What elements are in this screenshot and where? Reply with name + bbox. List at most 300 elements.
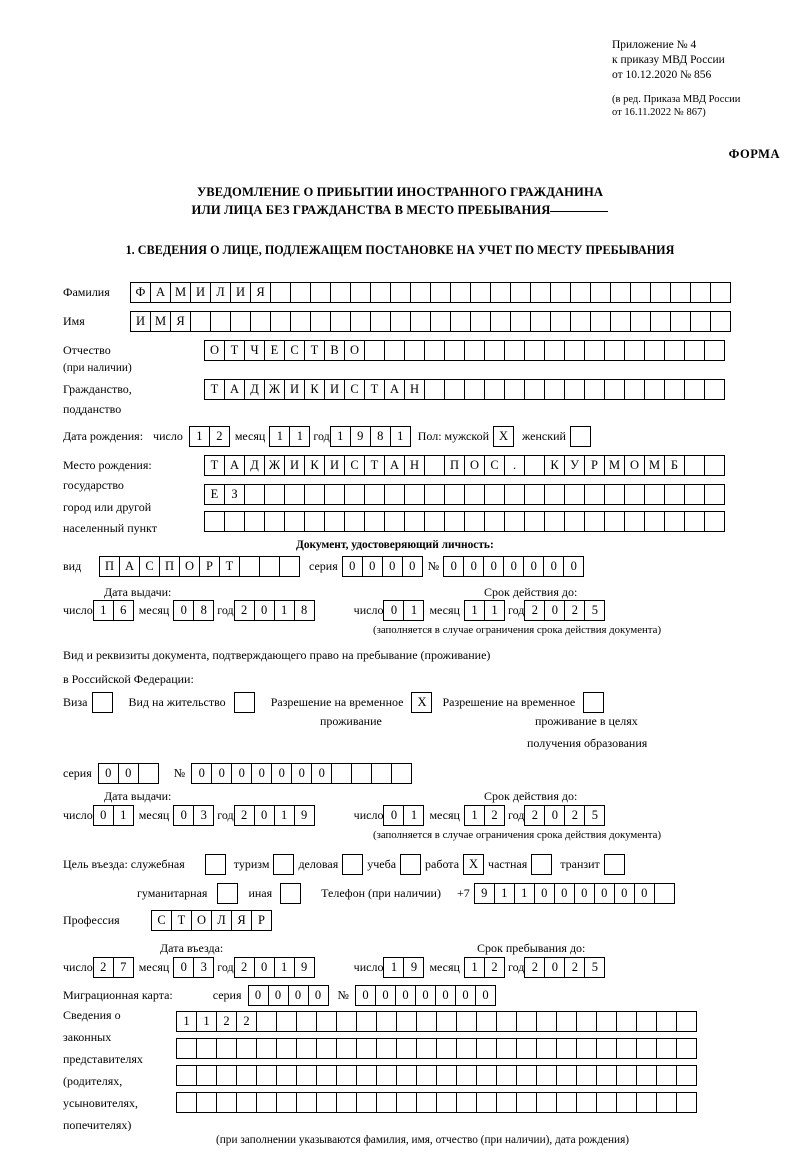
form-cell[interactable] [396, 1011, 417, 1032]
form-cell[interactable]: 1 [330, 426, 351, 447]
doc-kind-input[interactable] [99, 556, 299, 577]
birthplace-input-line3[interactable] [204, 511, 724, 532]
entry-year-input[interactable] [234, 957, 314, 978]
form-cell[interactable] [424, 455, 445, 476]
form-cell[interactable] [296, 1038, 317, 1059]
form-cell[interactable] [704, 484, 725, 505]
form-cell[interactable]: 1 [464, 805, 485, 826]
form-cell[interactable]: Ф [130, 282, 151, 303]
form-cell[interactable] [464, 379, 485, 400]
form-cell[interactable] [624, 340, 645, 361]
doc-valid-year-input[interactable] [524, 600, 604, 621]
form-cell[interactable] [396, 1038, 417, 1059]
form-cell[interactable]: Н [404, 379, 425, 400]
form-cell[interactable]: Я [231, 910, 252, 931]
form-cell[interactable]: 0 [254, 805, 275, 826]
form-cell[interactable]: 2 [564, 600, 585, 621]
form-cell[interactable] [290, 311, 311, 332]
form-cell[interactable]: 3 [193, 805, 214, 826]
form-cell[interactable] [284, 484, 305, 505]
form-cell[interactable]: Т [224, 340, 245, 361]
form-cell[interactable] [664, 484, 685, 505]
entry-day-input[interactable] [93, 957, 133, 978]
form-cell[interactable]: 9 [294, 957, 315, 978]
form-cell[interactable]: Е [264, 340, 285, 361]
form-cell[interactable]: 1 [403, 805, 424, 826]
form-cell[interactable] [510, 282, 531, 303]
form-cell[interactable] [596, 1092, 617, 1113]
form-cell[interactable] [276, 1065, 297, 1086]
stay-issue-year-input[interactable] [234, 805, 314, 826]
form-cell[interactable] [684, 511, 705, 532]
form-cell[interactable] [630, 311, 651, 332]
form-cell[interactable] [504, 484, 525, 505]
form-cell[interactable] [310, 282, 331, 303]
form-cell[interactable] [476, 1092, 497, 1113]
form-cell[interactable] [384, 484, 405, 505]
form-cell[interactable]: 0 [544, 805, 565, 826]
form-cell[interactable] [476, 1011, 497, 1032]
form-cell[interactable] [456, 1065, 477, 1086]
form-cell[interactable] [616, 1011, 637, 1032]
form-cell[interactable] [256, 1092, 277, 1113]
form-cell[interactable]: 9 [403, 957, 424, 978]
form-cell[interactable] [351, 763, 372, 784]
stay-number-input[interactable] [191, 763, 411, 784]
form-cell[interactable] [504, 379, 525, 400]
purpose-other-checkbox[interactable] [280, 883, 301, 904]
form-cell[interactable]: Р [199, 556, 220, 577]
doc-issue-day-input[interactable] [93, 600, 133, 621]
purpose-study-checkbox[interactable] [400, 854, 421, 875]
form-cell[interactable] [504, 340, 525, 361]
doc-issue-month-input[interactable] [173, 600, 213, 621]
form-cell[interactable]: 0 [173, 600, 194, 621]
form-cell[interactable] [356, 1038, 377, 1059]
visa-checkbox[interactable] [92, 692, 113, 713]
form-cell[interactable] [530, 311, 551, 332]
form-cell[interactable]: 0 [93, 805, 114, 826]
stay-until-year-input[interactable] [524, 957, 604, 978]
form-cell[interactable] [404, 511, 425, 532]
form-cell[interactable] [496, 1011, 517, 1032]
form-cell[interactable]: 0 [503, 556, 524, 577]
legal-rep-input-line4[interactable] [176, 1092, 696, 1113]
form-cell[interactable] [664, 379, 685, 400]
form-cell[interactable] [436, 1065, 457, 1086]
form-cell[interactable]: А [384, 455, 405, 476]
form-cell[interactable] [654, 883, 675, 904]
form-cell[interactable] [596, 1011, 617, 1032]
form-cell[interactable]: 0 [248, 985, 269, 1006]
form-cell[interactable]: К [544, 455, 565, 476]
stay-until-month-input[interactable] [464, 957, 504, 978]
entry-month-input[interactable] [173, 957, 213, 978]
form-cell[interactable] [516, 1065, 537, 1086]
form-cell[interactable] [536, 1038, 557, 1059]
form-cell[interactable] [296, 1065, 317, 1086]
form-cell[interactable] [304, 484, 325, 505]
stay-issue-day-input[interactable] [93, 805, 133, 826]
form-cell[interactable] [636, 1011, 657, 1032]
form-cell[interactable] [544, 379, 565, 400]
form-cell[interactable] [524, 455, 545, 476]
form-cell[interactable] [710, 282, 731, 303]
phone-input[interactable] [474, 883, 674, 904]
purpose-transit-checkbox[interactable] [604, 854, 625, 875]
form-cell[interactable] [456, 1092, 477, 1113]
form-cell[interactable] [464, 511, 485, 532]
form-cell[interactable]: 1 [289, 426, 310, 447]
form-cell[interactable]: Д [244, 379, 265, 400]
form-cell[interactable]: А [150, 282, 171, 303]
migration-number-input[interactable] [355, 985, 495, 1006]
form-cell[interactable]: 1 [484, 600, 505, 621]
form-cell[interactable] [391, 763, 412, 784]
citizenship-input[interactable] [204, 379, 724, 400]
form-cell[interactable] [196, 1092, 217, 1113]
form-cell[interactable] [196, 1065, 217, 1086]
form-cell[interactable] [464, 340, 485, 361]
form-cell[interactable] [624, 379, 645, 400]
form-cell[interactable] [264, 484, 285, 505]
form-cell[interactable] [436, 1038, 457, 1059]
form-cell[interactable] [464, 484, 485, 505]
purpose-tourism-checkbox[interactable] [273, 854, 294, 875]
form-cell[interactable]: 9 [350, 426, 371, 447]
form-cell[interactable] [644, 484, 665, 505]
form-cell[interactable]: И [284, 379, 305, 400]
form-cell[interactable] [650, 282, 671, 303]
form-cell[interactable] [550, 311, 571, 332]
form-cell[interactable]: 0 [594, 883, 615, 904]
form-cell[interactable] [704, 455, 725, 476]
doc-issue-year-input[interactable] [234, 600, 314, 621]
form-cell[interactable]: . [504, 455, 525, 476]
form-cell[interactable] [496, 1038, 517, 1059]
form-cell[interactable] [324, 484, 345, 505]
form-cell[interactable] [316, 1038, 337, 1059]
form-cell[interactable]: И [324, 455, 345, 476]
form-cell[interactable]: Т [219, 556, 240, 577]
form-cell[interactable] [656, 1038, 677, 1059]
form-cell[interactable] [244, 511, 265, 532]
form-cell[interactable]: 0 [554, 883, 575, 904]
form-cell[interactable] [470, 282, 491, 303]
form-cell[interactable]: 1 [189, 426, 210, 447]
form-cell[interactable] [416, 1092, 437, 1113]
form-cell[interactable] [404, 340, 425, 361]
form-cell[interactable] [570, 311, 591, 332]
form-cell[interactable]: 0 [362, 556, 383, 577]
form-cell[interactable]: Ч [244, 340, 265, 361]
form-cell[interactable] [584, 379, 605, 400]
form-cell[interactable] [416, 1038, 437, 1059]
edu-residence-checkbox[interactable] [583, 692, 604, 713]
form-cell[interactable]: 0 [534, 883, 555, 904]
temp-residence-checkbox[interactable]: X [411, 692, 432, 713]
form-cell[interactable]: 1 [274, 957, 295, 978]
form-cell[interactable]: 0 [383, 805, 404, 826]
purpose-private-checkbox[interactable] [531, 854, 552, 875]
form-cell[interactable] [424, 511, 445, 532]
form-cell[interactable]: 3 [193, 957, 214, 978]
form-cell[interactable] [564, 484, 585, 505]
form-cell[interactable] [596, 1038, 617, 1059]
purpose-work-checkbox[interactable]: X [463, 854, 484, 875]
form-cell[interactable]: 1 [403, 600, 424, 621]
form-cell[interactable] [376, 1011, 397, 1032]
form-cell[interactable]: 8 [193, 600, 214, 621]
form-cell[interactable] [484, 379, 505, 400]
form-cell[interactable] [690, 311, 711, 332]
form-cell[interactable] [290, 282, 311, 303]
form-cell[interactable]: 1 [383, 957, 404, 978]
form-cell[interactable]: С [151, 910, 172, 931]
form-cell[interactable]: С [284, 340, 305, 361]
form-cell[interactable]: Т [364, 455, 385, 476]
form-cell[interactable] [424, 379, 445, 400]
form-cell[interactable]: 2 [484, 957, 505, 978]
form-cell[interactable] [484, 511, 505, 532]
form-cell[interactable]: 5 [584, 600, 605, 621]
form-cell[interactable] [276, 1038, 297, 1059]
form-cell[interactable] [424, 484, 445, 505]
form-cell[interactable]: 1 [464, 957, 485, 978]
form-cell[interactable] [370, 311, 391, 332]
form-cell[interactable] [544, 484, 565, 505]
form-cell[interactable]: О [344, 340, 365, 361]
form-cell[interactable] [450, 311, 471, 332]
form-cell[interactable] [544, 511, 565, 532]
form-cell[interactable]: 1 [176, 1011, 197, 1032]
form-cell[interactable] [376, 1065, 397, 1086]
form-cell[interactable]: 2 [524, 957, 545, 978]
form-cell[interactable] [350, 311, 371, 332]
form-cell[interactable] [316, 1092, 337, 1113]
form-cell[interactable]: 0 [435, 985, 456, 1006]
form-cell[interactable] [236, 1092, 257, 1113]
form-cell[interactable]: 2 [484, 805, 505, 826]
form-cell[interactable] [676, 1065, 697, 1086]
profession-input[interactable] [151, 910, 271, 931]
form-cell[interactable]: 0 [402, 556, 423, 577]
form-cell[interactable] [636, 1092, 657, 1113]
stay-series-input[interactable] [98, 763, 158, 784]
form-cell[interactable] [256, 1065, 277, 1086]
form-cell[interactable]: 0 [455, 985, 476, 1006]
form-cell[interactable] [544, 340, 565, 361]
form-cell[interactable] [596, 1065, 617, 1086]
form-cell[interactable]: К [304, 455, 325, 476]
form-cell[interactable] [656, 1092, 677, 1113]
form-cell[interactable] [396, 1065, 417, 1086]
form-cell[interactable] [564, 379, 585, 400]
form-cell[interactable]: 0 [383, 600, 404, 621]
form-cell[interactable]: 9 [294, 805, 315, 826]
form-cell[interactable] [336, 1011, 357, 1032]
form-cell[interactable]: 2 [93, 957, 114, 978]
form-cell[interactable] [630, 282, 651, 303]
form-cell[interactable] [516, 1038, 537, 1059]
stay-valid-month-input[interactable] [464, 805, 504, 826]
form-cell[interactable] [524, 340, 545, 361]
form-cell[interactable] [550, 282, 571, 303]
form-cell[interactable]: И [230, 282, 251, 303]
form-cell[interactable] [684, 484, 705, 505]
form-cell[interactable] [356, 1011, 377, 1032]
form-cell[interactable] [624, 511, 645, 532]
form-cell[interactable]: О [191, 910, 212, 931]
form-cell[interactable]: 1 [113, 805, 134, 826]
form-cell[interactable] [384, 340, 405, 361]
form-cell[interactable]: 0 [544, 600, 565, 621]
form-cell[interactable] [704, 340, 725, 361]
form-cell[interactable]: 0 [543, 556, 564, 577]
form-cell[interactable]: Р [251, 910, 272, 931]
form-cell[interactable]: 1 [196, 1011, 217, 1032]
form-cell[interactable] [371, 763, 392, 784]
form-cell[interactable]: А [224, 379, 245, 400]
form-cell[interactable] [284, 511, 305, 532]
form-cell[interactable]: Т [304, 340, 325, 361]
form-cell[interactable]: 2 [234, 957, 255, 978]
form-cell[interactable] [384, 511, 405, 532]
form-cell[interactable] [336, 1065, 357, 1086]
form-cell[interactable]: 1 [494, 883, 515, 904]
form-cell[interactable]: А [119, 556, 140, 577]
form-cell[interactable] [430, 282, 451, 303]
form-cell[interactable] [536, 1011, 557, 1032]
form-cell[interactable] [376, 1038, 397, 1059]
form-cell[interactable] [404, 484, 425, 505]
form-cell[interactable]: 0 [268, 985, 289, 1006]
form-cell[interactable]: 0 [483, 556, 504, 577]
form-cell[interactable] [616, 1038, 637, 1059]
form-cell[interactable] [616, 1092, 637, 1113]
form-cell[interactable]: 0 [173, 805, 194, 826]
form-cell[interactable] [390, 311, 411, 332]
form-cell[interactable] [256, 1038, 277, 1059]
form-cell[interactable]: 8 [294, 600, 315, 621]
form-cell[interactable]: С [344, 455, 365, 476]
surname-input[interactable] [130, 282, 730, 303]
form-cell[interactable] [684, 379, 705, 400]
form-cell[interactable] [604, 379, 625, 400]
form-cell[interactable] [216, 1092, 237, 1113]
doc-valid-month-input[interactable] [464, 600, 504, 621]
legal-rep-input-line3[interactable] [176, 1065, 696, 1086]
form-cell[interactable] [504, 511, 525, 532]
form-cell[interactable] [410, 311, 431, 332]
form-cell[interactable] [590, 282, 611, 303]
form-cell[interactable]: 0 [415, 985, 436, 1006]
form-cell[interactable]: 0 [231, 763, 252, 784]
form-cell[interactable]: 0 [634, 883, 655, 904]
form-cell[interactable] [704, 379, 725, 400]
form-cell[interactable] [324, 511, 345, 532]
birth-day-input[interactable] [189, 426, 229, 447]
name-input[interactable] [130, 311, 730, 332]
form-cell[interactable]: Л [211, 910, 232, 931]
form-cell[interactable]: 0 [463, 556, 484, 577]
form-cell[interactable] [556, 1038, 577, 1059]
form-cell[interactable]: 0 [563, 556, 584, 577]
birth-month-input[interactable] [269, 426, 309, 447]
form-cell[interactable]: Р [584, 455, 605, 476]
form-cell[interactable]: 0 [254, 957, 275, 978]
form-cell[interactable] [296, 1011, 317, 1032]
form-cell[interactable]: 0 [574, 883, 595, 904]
form-cell[interactable] [576, 1065, 597, 1086]
doc-valid-day-input[interactable] [383, 600, 423, 621]
form-cell[interactable] [370, 282, 391, 303]
form-cell[interactable] [496, 1092, 517, 1113]
form-cell[interactable] [190, 311, 211, 332]
form-cell[interactable]: М [170, 282, 191, 303]
form-cell[interactable]: П [444, 455, 465, 476]
form-cell[interactable] [604, 340, 625, 361]
form-cell[interactable] [644, 340, 665, 361]
form-cell[interactable] [330, 282, 351, 303]
stay-valid-day-input[interactable] [383, 805, 423, 826]
form-cell[interactable] [176, 1092, 197, 1113]
legal-rep-input-line2[interactable] [176, 1038, 696, 1059]
purpose-official-checkbox[interactable] [205, 854, 226, 875]
form-cell[interactable]: 0 [544, 957, 565, 978]
form-cell[interactable]: Т [204, 455, 225, 476]
form-cell[interactable]: З [224, 484, 245, 505]
form-cell[interactable]: 0 [375, 985, 396, 1006]
form-cell[interactable]: 2 [236, 1011, 257, 1032]
form-cell[interactable] [524, 511, 545, 532]
form-cell[interactable] [650, 311, 671, 332]
form-cell[interactable] [524, 484, 545, 505]
form-cell[interactable]: 2 [209, 426, 230, 447]
form-cell[interactable] [410, 282, 431, 303]
form-cell[interactable] [396, 1092, 417, 1113]
form-cell[interactable] [336, 1092, 357, 1113]
form-cell[interactable]: 1 [274, 600, 295, 621]
form-cell[interactable]: 0 [311, 763, 332, 784]
form-cell[interactable]: А [384, 379, 405, 400]
form-cell[interactable] [584, 340, 605, 361]
form-cell[interactable]: 0 [395, 985, 416, 1006]
form-cell[interactable]: Ж [264, 455, 285, 476]
form-cell[interactable] [516, 1092, 537, 1113]
form-cell[interactable]: 0 [271, 763, 292, 784]
form-cell[interactable]: Я [250, 282, 271, 303]
form-cell[interactable] [656, 1065, 677, 1086]
form-cell[interactable] [276, 1011, 297, 1032]
form-cell[interactable]: 0 [288, 985, 309, 1006]
form-cell[interactable]: 0 [308, 985, 329, 1006]
stay-valid-year-input[interactable] [524, 805, 604, 826]
stay-issue-month-input[interactable] [173, 805, 213, 826]
form-cell[interactable]: М [604, 455, 625, 476]
form-cell[interactable] [510, 311, 531, 332]
form-cell[interactable] [664, 340, 685, 361]
migration-series-input[interactable] [248, 985, 328, 1006]
form-cell[interactable] [276, 1092, 297, 1113]
form-cell[interactable] [356, 1065, 377, 1086]
form-cell[interactable]: Т [204, 379, 225, 400]
form-cell[interactable] [230, 311, 251, 332]
form-cell[interactable] [476, 1038, 497, 1059]
sex-male-checkbox[interactable]: X [493, 426, 514, 447]
form-cell[interactable] [356, 1092, 377, 1113]
form-cell[interactable]: У [564, 455, 585, 476]
